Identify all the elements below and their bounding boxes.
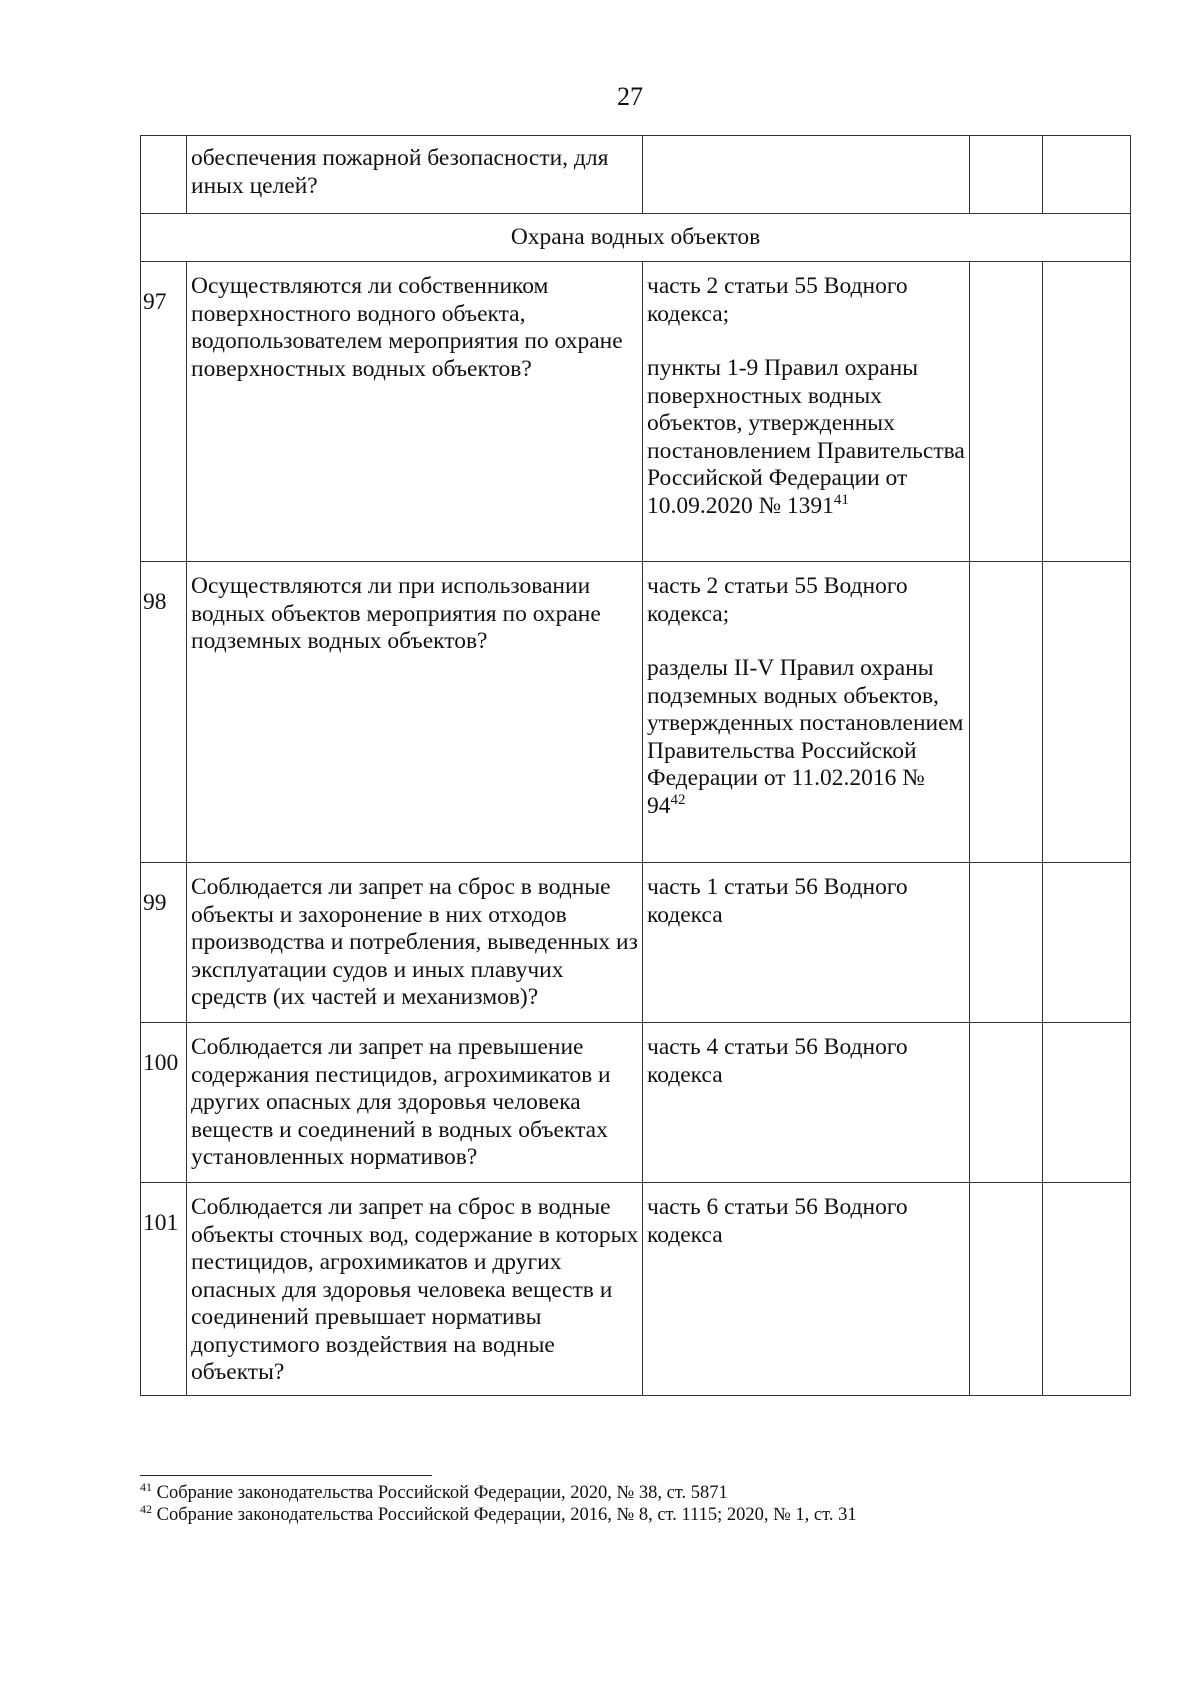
section-title: Охрана водных объектов xyxy=(141,214,1131,262)
question-text: Соблюдается ли запрет на сброс в водные объекты и захоронение в них отходов производства и потребления, выведенных из эксплуатации судов и иных плавучих средств (их частей и механизмов)? xyxy=(187,863,643,1023)
legal-reference: часть 4 статьи 56 Водного кодекса xyxy=(643,1023,970,1183)
legal-reference: часть 2 статьи 55 Водного кодекса; xyxy=(647,273,908,327)
answer-cell xyxy=(970,1023,1043,1183)
footnote-mark: 41 xyxy=(140,1480,152,1494)
answer-cell xyxy=(970,1183,1043,1396)
question-text: Осуществляются ли при использовании водных объектов мероприятия по охране подземных водных объектов? xyxy=(187,562,643,863)
row-number: 100 xyxy=(141,1023,187,1183)
answer-cell xyxy=(1043,863,1131,1023)
table-row-continuation xyxy=(141,136,1131,214)
legal-reference: часть 6 статьи 56 Водного кодекса xyxy=(643,1183,970,1396)
legal-reference-with-footnote xyxy=(647,655,967,820)
answer-cell xyxy=(970,863,1043,1023)
footnote-mark: 42 xyxy=(670,791,686,808)
table-row xyxy=(141,262,1131,562)
table-row xyxy=(141,1023,1131,1183)
legal-reference-cell xyxy=(643,562,970,863)
question-text: Соблюдается ли запрет на сброс в водные объекты сточных вод, содержание в которых пестицидов, агрохимикатов и других опасных для здоровья человека веществ и соединений превышает нормативы допустимого воздействия на водные объекты? xyxy=(187,1183,643,1396)
answer-cell xyxy=(1043,262,1131,562)
question-cell: обеспечения пожарной безопасности, для иных целей? xyxy=(187,136,643,214)
answer-cell xyxy=(1043,562,1131,863)
answer-cell xyxy=(1043,1183,1131,1396)
table-row xyxy=(141,562,1131,863)
legal-reference: часть 1 статьи 56 Водного кодекса xyxy=(643,863,970,1023)
page-number: 27 xyxy=(617,82,643,111)
footnote-separator xyxy=(140,1475,432,1476)
answer-cell xyxy=(970,136,1043,214)
row-number: 97 xyxy=(141,262,187,562)
answer-cell xyxy=(970,262,1043,562)
question-text: Соблюдается ли запрет на превышение содержания пестицидов, агрохимикатов и других опасных для здоровья человека веществ и соединений в водных объектах установленных нормативов? xyxy=(187,1023,643,1183)
footnote-text: Собрание законодательства Российской Федерации, 2016, № 8, ст. 1115; 2020, № 1, ст. 31 xyxy=(156,1505,857,1525)
table-row xyxy=(141,863,1131,1023)
legal-reference: пункты 1-9 Правил охраны поверхностных водных объектов, утвержденных постановлением Правительства Российской Федерации от 10.09.2020 № 1391 xyxy=(647,355,965,519)
footnote-text: Собрание законодательства Российской Федерации, 2020, № 38, ст. 5871 xyxy=(156,1483,728,1503)
section-header-row xyxy=(141,214,1131,262)
legal-reference-cell xyxy=(643,136,970,214)
legal-reference-with-footnote xyxy=(647,355,967,520)
footnote xyxy=(140,1482,1140,1504)
row-number: 98 xyxy=(141,562,187,863)
legal-reference: разделы II-V Правил охраны подземных водных объектов, утвержденных постановлением Правительства Российской Федерации от 11.02.2016 № 94 xyxy=(647,655,964,819)
table-row xyxy=(141,1183,1131,1396)
footnote-mark: 41 xyxy=(833,491,849,508)
question-text: Осуществляются ли собственником поверхностного водного объекта, водопользователем мероприятия по охране поверхностных водных объектов? xyxy=(187,262,643,562)
legal-reference: часть 2 статьи 55 Водного кодекса; xyxy=(647,573,908,627)
checklist-table xyxy=(140,135,1131,1396)
footnotes xyxy=(140,1482,1140,1526)
footnote xyxy=(140,1504,1140,1526)
legal-reference-cell xyxy=(643,262,970,562)
row-number: 101 xyxy=(141,1183,187,1396)
row-number-cell xyxy=(141,136,187,214)
answer-cell xyxy=(970,562,1043,863)
answer-cell xyxy=(1043,1023,1131,1183)
row-number: 99 xyxy=(141,863,187,1023)
footnote-mark: 42 xyxy=(140,1502,152,1516)
answer-cell xyxy=(1043,136,1131,214)
